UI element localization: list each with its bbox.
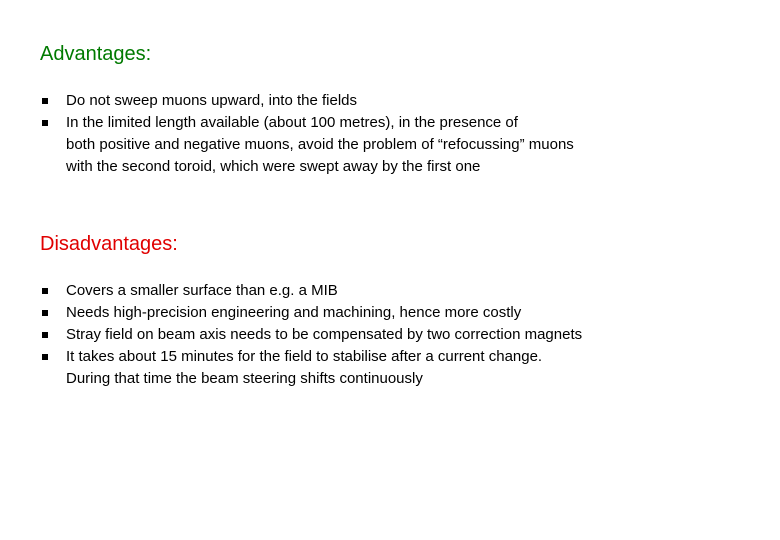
list-item-text: In the limited length available (about 100 metres), in the presence of xyxy=(66,114,518,131)
list-item-text: Do not sweep muons upward, into the fields xyxy=(66,92,357,109)
list-item-text: Needs high-precision engineering and machining, hence more costly xyxy=(66,304,522,321)
list-item-text: It takes about 15 minutes for the field to stabilise after a current change. xyxy=(66,348,543,365)
disadvantages-heading: Disadvantages: xyxy=(40,233,178,255)
advantages-list xyxy=(40,90,660,178)
list-item-text: with the second toroid, which were swept away by the first one xyxy=(66,158,481,175)
square-bullet-icon xyxy=(40,346,54,368)
square-bullet-icon xyxy=(40,324,54,346)
list-item xyxy=(40,302,660,324)
list-item xyxy=(40,112,660,178)
list-item xyxy=(40,280,660,302)
list-item xyxy=(40,346,660,390)
list-item-text: Stray field on beam axis needs to be compensated by two correction magnets xyxy=(66,326,583,343)
list-item-text: During that time the beam steering shifts continuously xyxy=(66,370,423,387)
square-bullet-icon xyxy=(40,280,54,302)
list-item-text: both positive and negative muons, avoid the problem of “refocussing” muons xyxy=(66,136,574,153)
list-item-text: Covers a smaller surface than e.g. a MIB xyxy=(66,282,338,299)
square-bullet-icon xyxy=(40,90,54,112)
advantages-heading: Advantages: xyxy=(40,43,152,65)
square-bullet-icon xyxy=(40,112,54,134)
list-item xyxy=(40,324,660,346)
list-item xyxy=(40,90,660,112)
disadvantages-list xyxy=(40,280,660,390)
square-bullet-icon xyxy=(40,302,54,324)
